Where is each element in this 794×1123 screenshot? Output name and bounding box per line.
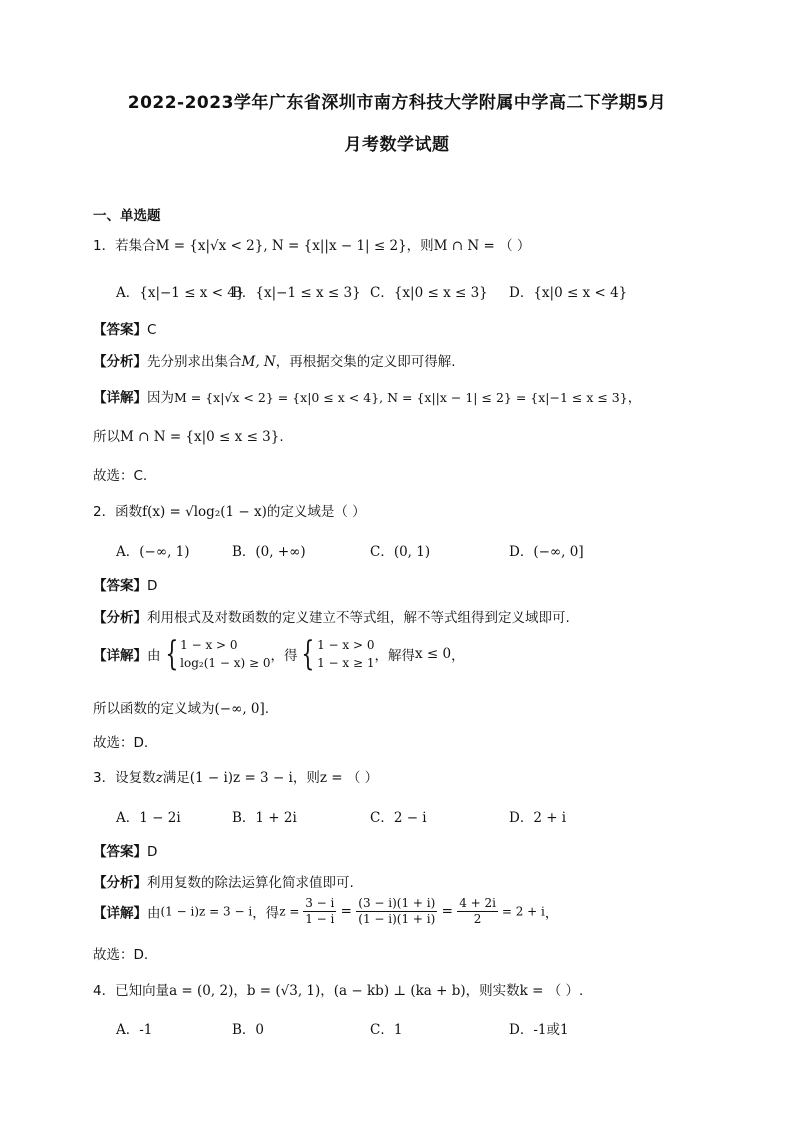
question-2-analysis: [93, 606, 570, 626]
analysis-text: ，再根据交集的定义即可得解.: [275, 354, 456, 370]
detail-text: ，: [544, 905, 559, 922]
math-expression: M, N: [241, 354, 276, 370]
stem-text: 设复数: [115, 770, 156, 786]
answer-value: D: [147, 844, 158, 860]
analysis-text: 利用复数的除法运算化简求值即可.: [147, 875, 354, 891]
detail-text: 因为: [147, 390, 174, 406]
conclusion-text: .: [264, 701, 270, 717]
page-title-line-1: 2022-2023学年广东省深圳市南方科技大学附属中学高二下学期5月: [127, 93, 667, 113]
question-4-stem: [93, 979, 583, 999]
question-1-analysis: [93, 350, 456, 370]
question-4-option-a: A．-1: [116, 1022, 153, 1038]
question-2-option-d: D．(−∞, 0]: [509, 544, 584, 560]
math-expression: (1 − i)z = 3 − i: [160, 904, 253, 919]
detail-label: 【详解】: [93, 390, 147, 406]
question-3-option-d: D．2 + i: [509, 810, 567, 826]
fraction: [303, 896, 336, 927]
inequality-system-1: [180, 636, 270, 672]
equals-sign: =: [437, 903, 458, 920]
question-2-answer: [93, 574, 157, 594]
question-2-stem: [93, 500, 366, 520]
stem-text: ，: [233, 983, 247, 999]
stem-text: 函数: [115, 504, 143, 520]
question-number: 1．: [93, 238, 116, 254]
fraction: [356, 896, 437, 927]
question-3-stem: [93, 766, 378, 786]
question-3-answer: [93, 840, 157, 860]
question-1-stem: [93, 234, 530, 254]
system-row: 1 − x ≥ 1: [317, 656, 375, 670]
question-number: 4．: [93, 983, 116, 999]
detail-text: 由: [147, 905, 161, 922]
fraction-numerator: 4 + 2i: [459, 896, 497, 910]
answer-label: 【答案】: [93, 578, 147, 594]
fraction-denominator: 1 − i: [305, 912, 335, 926]
analysis-label: 【分析】: [93, 354, 147, 370]
math-expression: (a − kb) ⊥ (ka + b): [333, 983, 466, 999]
answer-value: C: [147, 322, 157, 338]
analysis-label: 【分析】: [93, 610, 147, 626]
math-expression: f(x) = √log₂(1 − x): [142, 504, 267, 520]
question-1-answer: [93, 318, 156, 338]
detail-label: 【详解】: [93, 905, 147, 922]
question-3-option-a: A．1 − 2i: [116, 810, 181, 826]
answer-value: D: [147, 578, 158, 594]
question-2-option-a: A．(−∞, 1): [116, 544, 190, 560]
question-number: 2．: [93, 504, 116, 520]
equals-sign: =: [336, 903, 357, 920]
analysis-label: 【分析】: [93, 875, 147, 891]
question-3-option-b: B．1 + 2i: [232, 810, 297, 826]
stem-text: 已知向量: [115, 983, 170, 999]
inequality-system-2: [317, 636, 374, 672]
math-expression: = 2 + i: [498, 904, 545, 919]
math-expression: M ∩ N: [433, 238, 480, 254]
fraction-numerator: 3 − i: [305, 896, 335, 910]
conclusion-text: 所以函数的定义域为: [93, 701, 215, 717]
system-row: log₂(1 − x) ≥ 0: [180, 656, 271, 670]
question-4-option-d: D．-1或1: [509, 1022, 569, 1038]
analysis-text: 利用根式及对数函数的定义建立不等式组，解不等式组得到定义域即可.: [147, 610, 570, 626]
analysis-text: 先分别求出集合: [147, 354, 242, 370]
math-expression: z =: [319, 770, 347, 786]
question-3-choice: 故选：D.: [93, 947, 149, 963]
question-4-option-b: B．0: [232, 1022, 265, 1038]
detail-text: ，: [451, 648, 465, 664]
question-1-detail: [93, 386, 641, 406]
detail-text: ，: [627, 390, 642, 406]
system-row: 1 − x > 0: [180, 638, 238, 652]
answer-label: 【答案】: [93, 322, 147, 338]
fraction-numerator: (3 − i)(1 + i): [358, 896, 436, 910]
math-expression: b = (√3, 1): [246, 983, 321, 999]
detail-text: ，得: [252, 905, 280, 922]
math-expression: k =: [519, 983, 548, 999]
question-number: 3．: [93, 770, 116, 786]
fraction-denominator: 2: [473, 912, 482, 926]
detail-text: ，解得: [374, 648, 416, 664]
math-expression: x ≤ 0: [415, 646, 452, 662]
question-2-option-b: B．(0, +∞): [232, 544, 306, 560]
section-heading: 一、单选题: [93, 208, 161, 224]
math-expression: z =: [279, 904, 304, 919]
stem-text: 满足: [162, 770, 190, 786]
system-row: 1 − x > 0: [317, 638, 375, 652]
question-1-option-a: A．{x|−1 ≤ x < 4}: [116, 285, 245, 301]
detail-text: ，得: [270, 648, 298, 664]
question-1-option-b: B．{x|−1 ≤ x ≤ 3}: [232, 285, 361, 301]
stem-text: ，则: [292, 770, 320, 786]
fraction-denominator: (1 − i)(1 + i): [358, 912, 436, 926]
question-2-option-c: C．(0, 1): [370, 544, 431, 560]
math-expression: a = (0, 2): [169, 983, 234, 999]
question-3-analysis: [93, 871, 354, 891]
question-3-detail: [93, 896, 558, 927]
question-2-detail: [93, 636, 465, 672]
detail-text: 由: [147, 648, 161, 664]
question-2-choice: 故选：D.: [93, 735, 149, 751]
stem-text: 若集合: [115, 238, 156, 254]
conclusion-text: 所以: [93, 429, 120, 445]
left-brace: {: [301, 634, 315, 674]
left-brace: {: [164, 634, 178, 674]
question-1-choice: 故选：C.: [93, 468, 148, 484]
stem-text: ，: [320, 983, 334, 999]
math-expression: (1 − i)z = 3 − i: [189, 770, 293, 786]
conclusion-text: .: [279, 429, 284, 445]
question-3-option-c: C．2 − i: [370, 810, 427, 826]
math-expression: M ∩ N = {x|0 ≤ x ≤ 3}: [120, 429, 280, 445]
math-expression: z: [155, 770, 163, 786]
fraction: [457, 896, 498, 927]
detail-label: 【详解】: [93, 648, 147, 664]
stem-text: = （ ）: [479, 238, 531, 254]
question-1-conclusion: [93, 425, 284, 445]
stem-text: （ ）.: [547, 983, 584, 999]
stem-text: ，则: [406, 238, 434, 254]
stem-text: （ ）: [346, 770, 379, 786]
math-expression: (−∞, 0]: [214, 701, 265, 717]
math-expression: M = {x|√x < 2}, N = {x||x − 1| ≤ 2}: [155, 238, 407, 254]
stem-text: 的定义域是（ ）: [266, 504, 366, 520]
stem-text: ，则实数: [465, 983, 520, 999]
question-4-option-c: C．1: [370, 1022, 403, 1038]
question-1-option-d: D．{x|0 ≤ x < 4}: [509, 285, 628, 301]
math-expression: M = {x|√x < 2} = {x|0 ≤ x < 4}, N = {x||x − 1| ≤ 2} = {x|−1 ≤ x ≤ 3}: [174, 390, 628, 405]
question-2-conclusion: [93, 697, 269, 717]
page-title-line-2: 月考数学试题: [344, 135, 450, 155]
answer-label: 【答案】: [93, 844, 147, 860]
question-1-option-c: C．{x|0 ≤ x ≤ 3}: [370, 285, 488, 301]
